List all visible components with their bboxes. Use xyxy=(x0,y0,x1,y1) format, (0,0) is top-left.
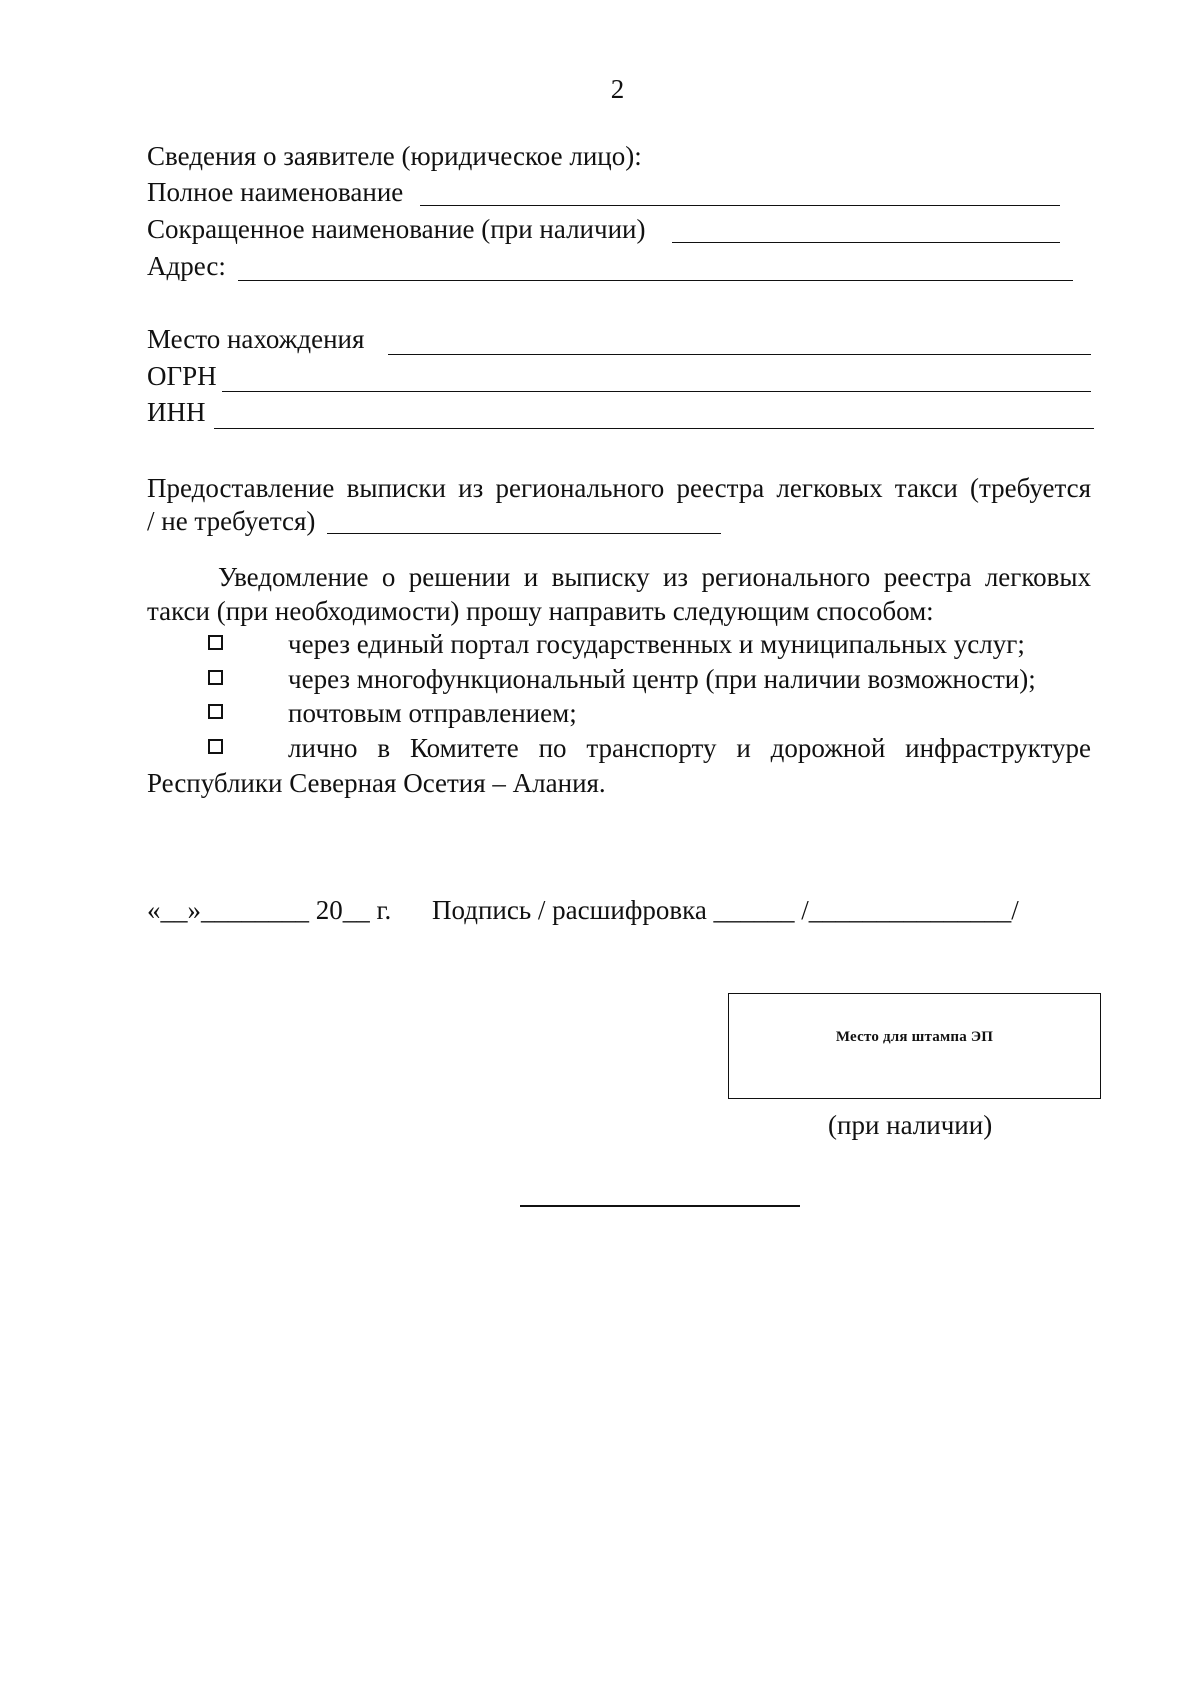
option-post-checkbox[interactable] xyxy=(208,704,223,719)
location-field[interactable] xyxy=(388,354,1091,355)
address-field[interactable] xyxy=(238,280,1073,281)
short-name-field[interactable] xyxy=(672,242,1060,243)
address-label: Адрес: xyxy=(147,251,226,281)
inn-field[interactable] xyxy=(214,428,1094,429)
signature-field[interactable]: Подпись / расшифровка ______ /_______________/ xyxy=(432,895,1019,925)
date-field[interactable]: «__»________ 20__ г. xyxy=(147,895,392,925)
bottom-separator xyxy=(520,1205,800,1207)
ogrn-label: ОГРН xyxy=(147,361,217,391)
full-name-label: Полное наименование xyxy=(147,177,404,207)
short-name-label: Сокращенное наименование (при наличии) xyxy=(147,214,646,244)
full-name-field[interactable] xyxy=(420,205,1060,206)
page-number: 2 xyxy=(610,74,625,104)
notification-intro-line2: такси (при необходимости) прошу направить следующим способом: xyxy=(147,596,934,626)
location-label: Место нахождения xyxy=(147,324,365,354)
option-in-person-label: лично в Комитете по транспорту и дорожной инфраструктуре xyxy=(288,733,1091,763)
stamp-note: (при наличии) xyxy=(828,1110,993,1140)
extract-request-line2: / не требуется) xyxy=(147,506,316,536)
option-mfc-checkbox[interactable] xyxy=(208,670,223,685)
extract-request-field[interactable] xyxy=(327,533,721,534)
option-mfc-label: через многофункциональный центр (при наличии возможности); xyxy=(288,664,1036,694)
extract-request-line1: Предоставление выписки из регионального реестра легковых такси (требуется xyxy=(147,473,1091,503)
option-portal-checkbox[interactable] xyxy=(208,635,223,650)
inn-label: ИНН xyxy=(147,397,206,427)
option-in-person-checkbox[interactable] xyxy=(208,739,223,754)
ogrn-field[interactable] xyxy=(222,391,1091,392)
option-in-person-continuation: Республики Северная Осетия – Алания. xyxy=(147,768,606,798)
stamp-label: Место для штампа ЭП xyxy=(835,1029,994,1045)
option-post-label: почтовым отправлением; xyxy=(288,698,577,728)
option-portal-label: через единый портал государственных и муниципальных услуг; xyxy=(288,629,1025,659)
applicant-heading: Сведения о заявителе (юридическое лицо): xyxy=(147,141,642,171)
notification-intro-line1: Уведомление о решении и выписку из регионального реестра легковых xyxy=(218,562,1091,592)
stamp-box xyxy=(728,993,1101,1099)
